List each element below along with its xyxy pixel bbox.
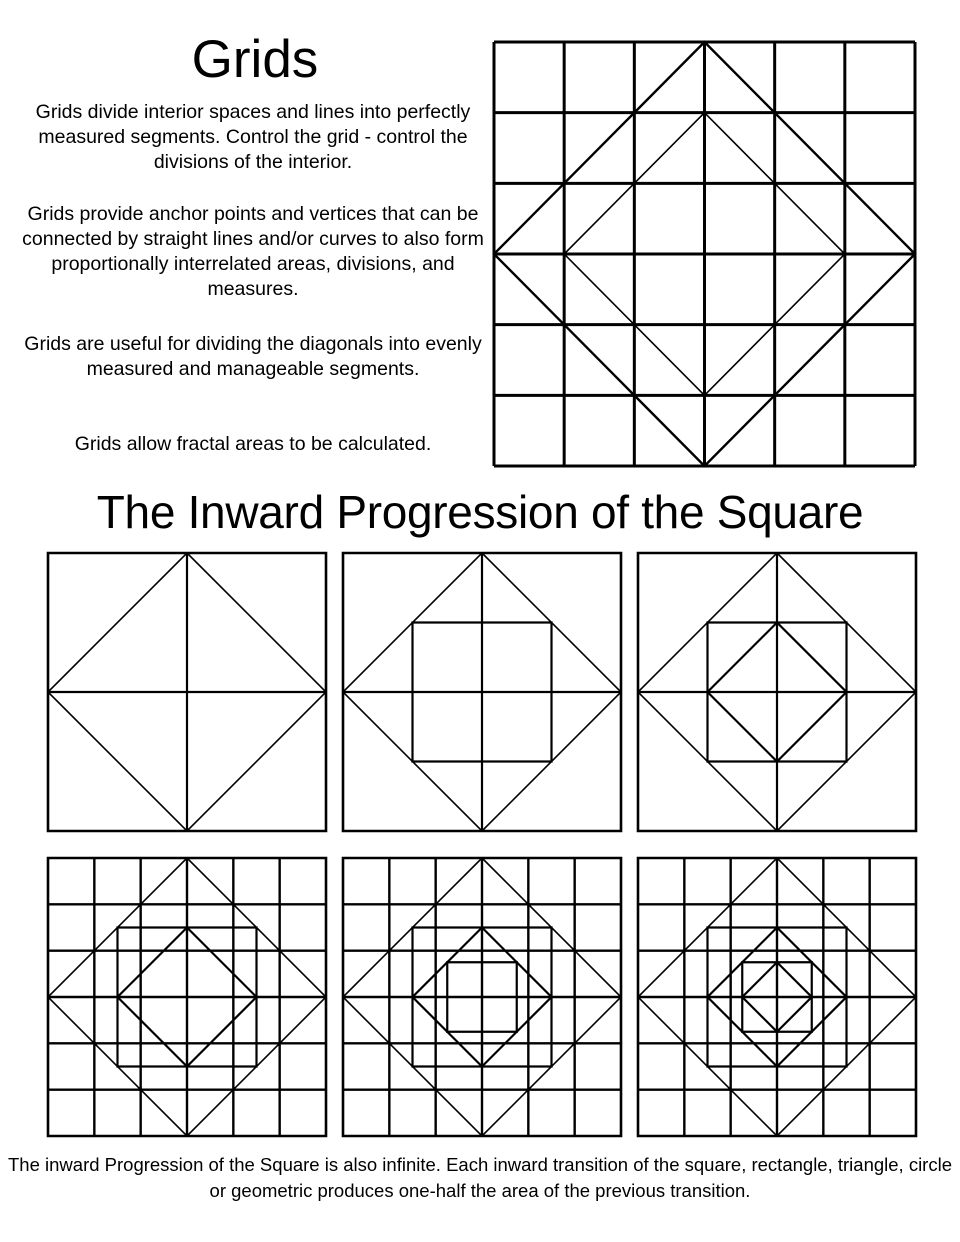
section-title-progression: The Inward Progression of the Square <box>96 486 864 538</box>
progression-figure-1 <box>48 553 326 831</box>
progression-figure-3 <box>638 553 916 831</box>
progression-figure-6 <box>638 858 916 1136</box>
main-grid-diagram <box>494 42 915 466</box>
intro-paragraph-4: Grids allow fractal areas to be calculated. <box>74 433 432 455</box>
progression-caption: The inward Progression of the Square is also infinite. Each inward transition of the square, rectangle, triangle, circle or geometric produces one-half the area of the previous transition. <box>8 1154 952 1201</box>
progression-figure-4 <box>48 858 326 1136</box>
progression-figure-5 <box>343 858 621 1136</box>
intro-paragraph-1: Grids divide interior spaces and lines into perfectly measured segments. Control the grid - control the divisions of the interior. <box>35 101 471 173</box>
intro-paragraph-3: Grids are useful for dividing the diagonals into evenly measured and manageable segments. <box>24 333 482 380</box>
page-title-grids: Grids <box>191 30 319 89</box>
progression-figure-2 <box>343 553 621 831</box>
intro-paragraph-2: Grids provide anchor points and vertices that can be connected by straight lines and/or curves to also form proportionally interrelated areas, divisions, and measures. <box>22 203 484 300</box>
